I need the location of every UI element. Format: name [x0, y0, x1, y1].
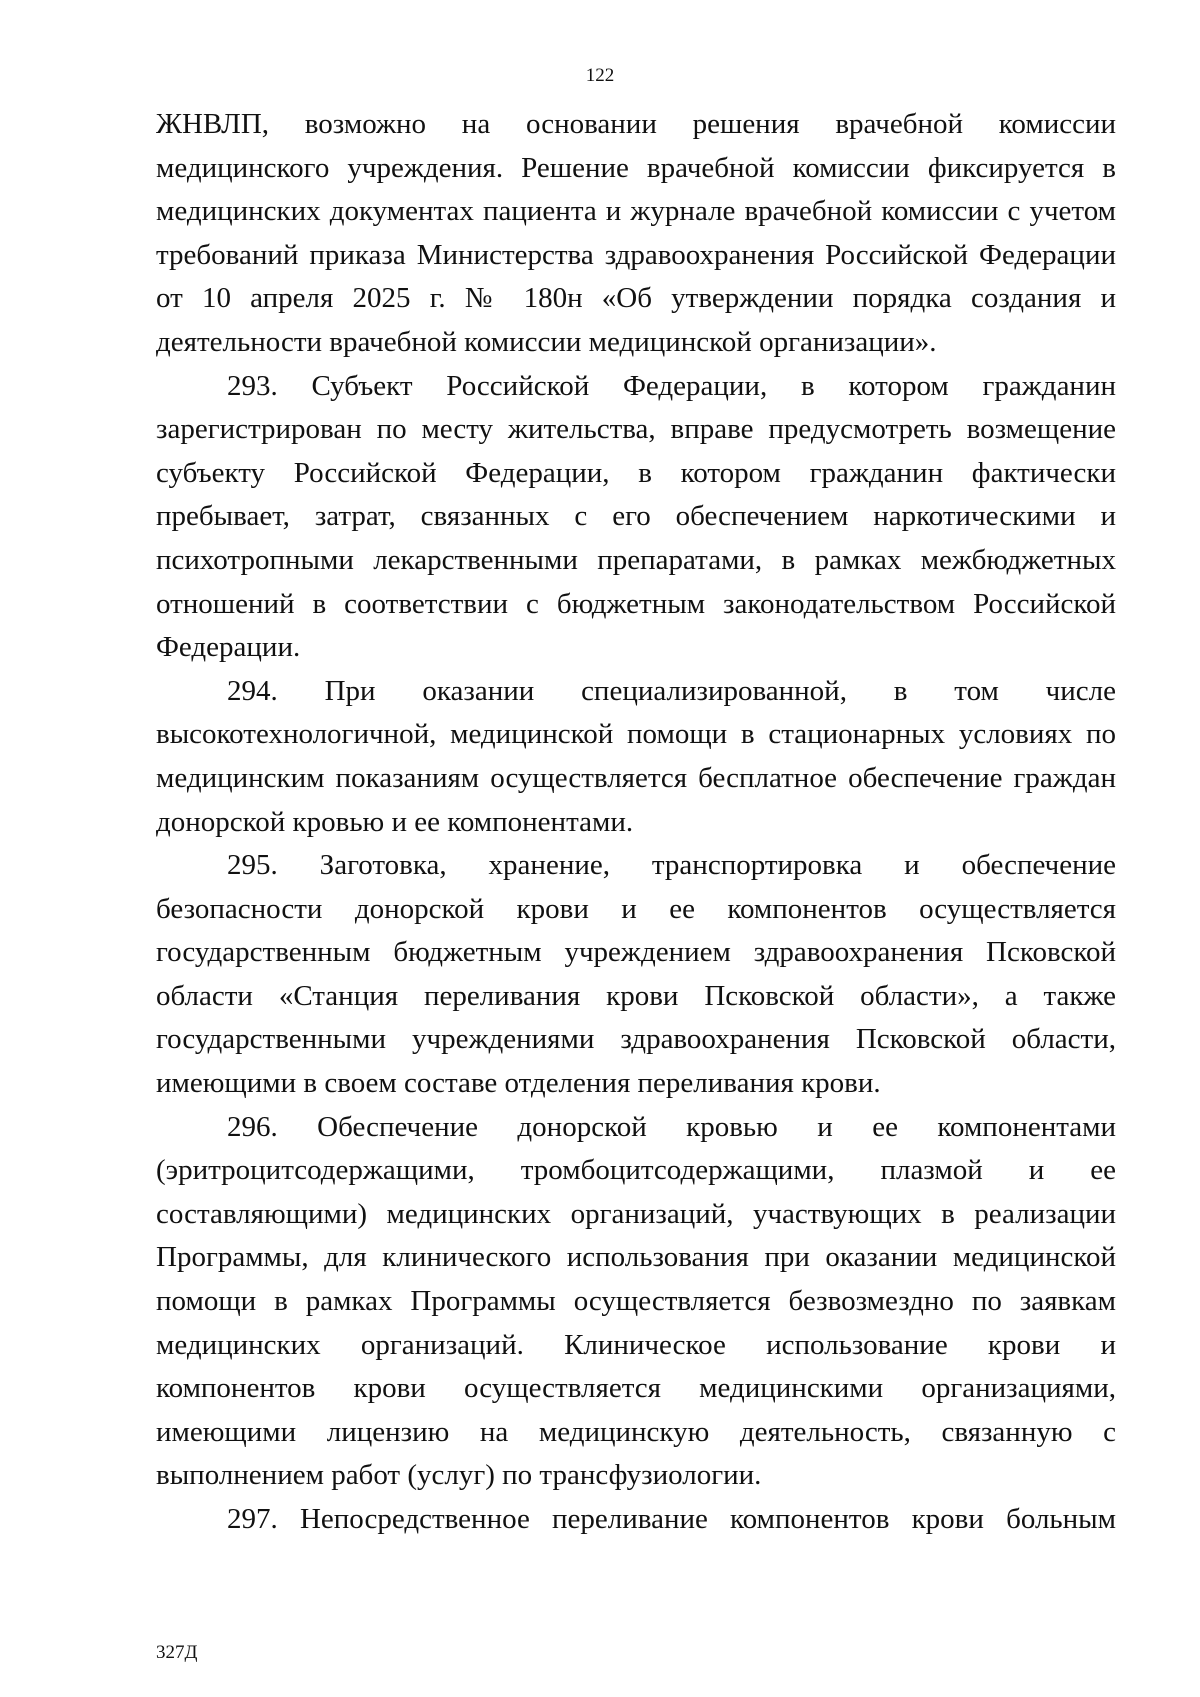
paragraph-295: 295. Заготовка, хранение, транспортировка и обеспечение безопасности донорской крови и ее компонентов осуществляется государственным бюджетным учреждением здравоохранения Псковской области «Станция переливания крови Псковской области», а также государственными учреждениями здравоохранения Псковской области, имеющими в своем составе отделения переливания крови.: [156, 849, 1116, 1100]
paragraph-294: 294. При оказании специализированной, в том числе высокотехнологичной, медицинской помощи в стационарных условиях по медицинским показаниям осуществляется бесплатное обеспечение граждан донорской кровью и ее компонентами.: [156, 674, 1116, 838]
document-body: [156, 103, 1116, 1542]
paragraph-293: 293. Субъект Российской Федерации, в котором гражданин зарегистрирован по месту жительства, вправе предусмотреть возмещение субъекту Российской Федерации, в котором гражданин фактически пребывает, затрат, связанных с его обеспечением наркотическими и психотропными лекарственными препаратами, в рамках межбюджетных отношений в соответствии с бюджетным законодательством Российской Федерации.: [156, 369, 1116, 664]
paragraph-continuation: ЖНВЛП, возможно на основании решения врачебной комиссии медицинского учреждения. Решение врачебной комиссии фиксируется в медицинских документах пациента и журнале врачебной комиссии с учетом требований приказа Министерства здравоохранения Российской Федерации от 10 апреля 2025 г. № 180н «Об утверждении порядка создания и деятельности врачебной комиссии медицинской организации».: [156, 108, 1116, 358]
paragraph-297: 297. Непосредственное переливание компонентов крови больным: [227, 1503, 1116, 1535]
document-code: 327Д: [156, 1642, 198, 1663]
page-number: 122: [585, 65, 615, 86]
paragraph-296: 296. Обеспечение донорской кровью и ее компонентами (эритроцитсодержащими, тромбоцитсодержащими, плазмой и ее составляющими) медицинских организаций, участвующих в реализации Программы, для клинического использования при оказании медицинской помощи в рамках Программы осуществляется безвозмездно по заявкам медицинских организаций. Клиническое использование крови и компонентов крови осуществляется медицинскими организациями, имеющими лицензию на медицинскую деятельность, связанную с выполнением работ (услуг) по трансфузиологии.: [156, 1110, 1116, 1492]
